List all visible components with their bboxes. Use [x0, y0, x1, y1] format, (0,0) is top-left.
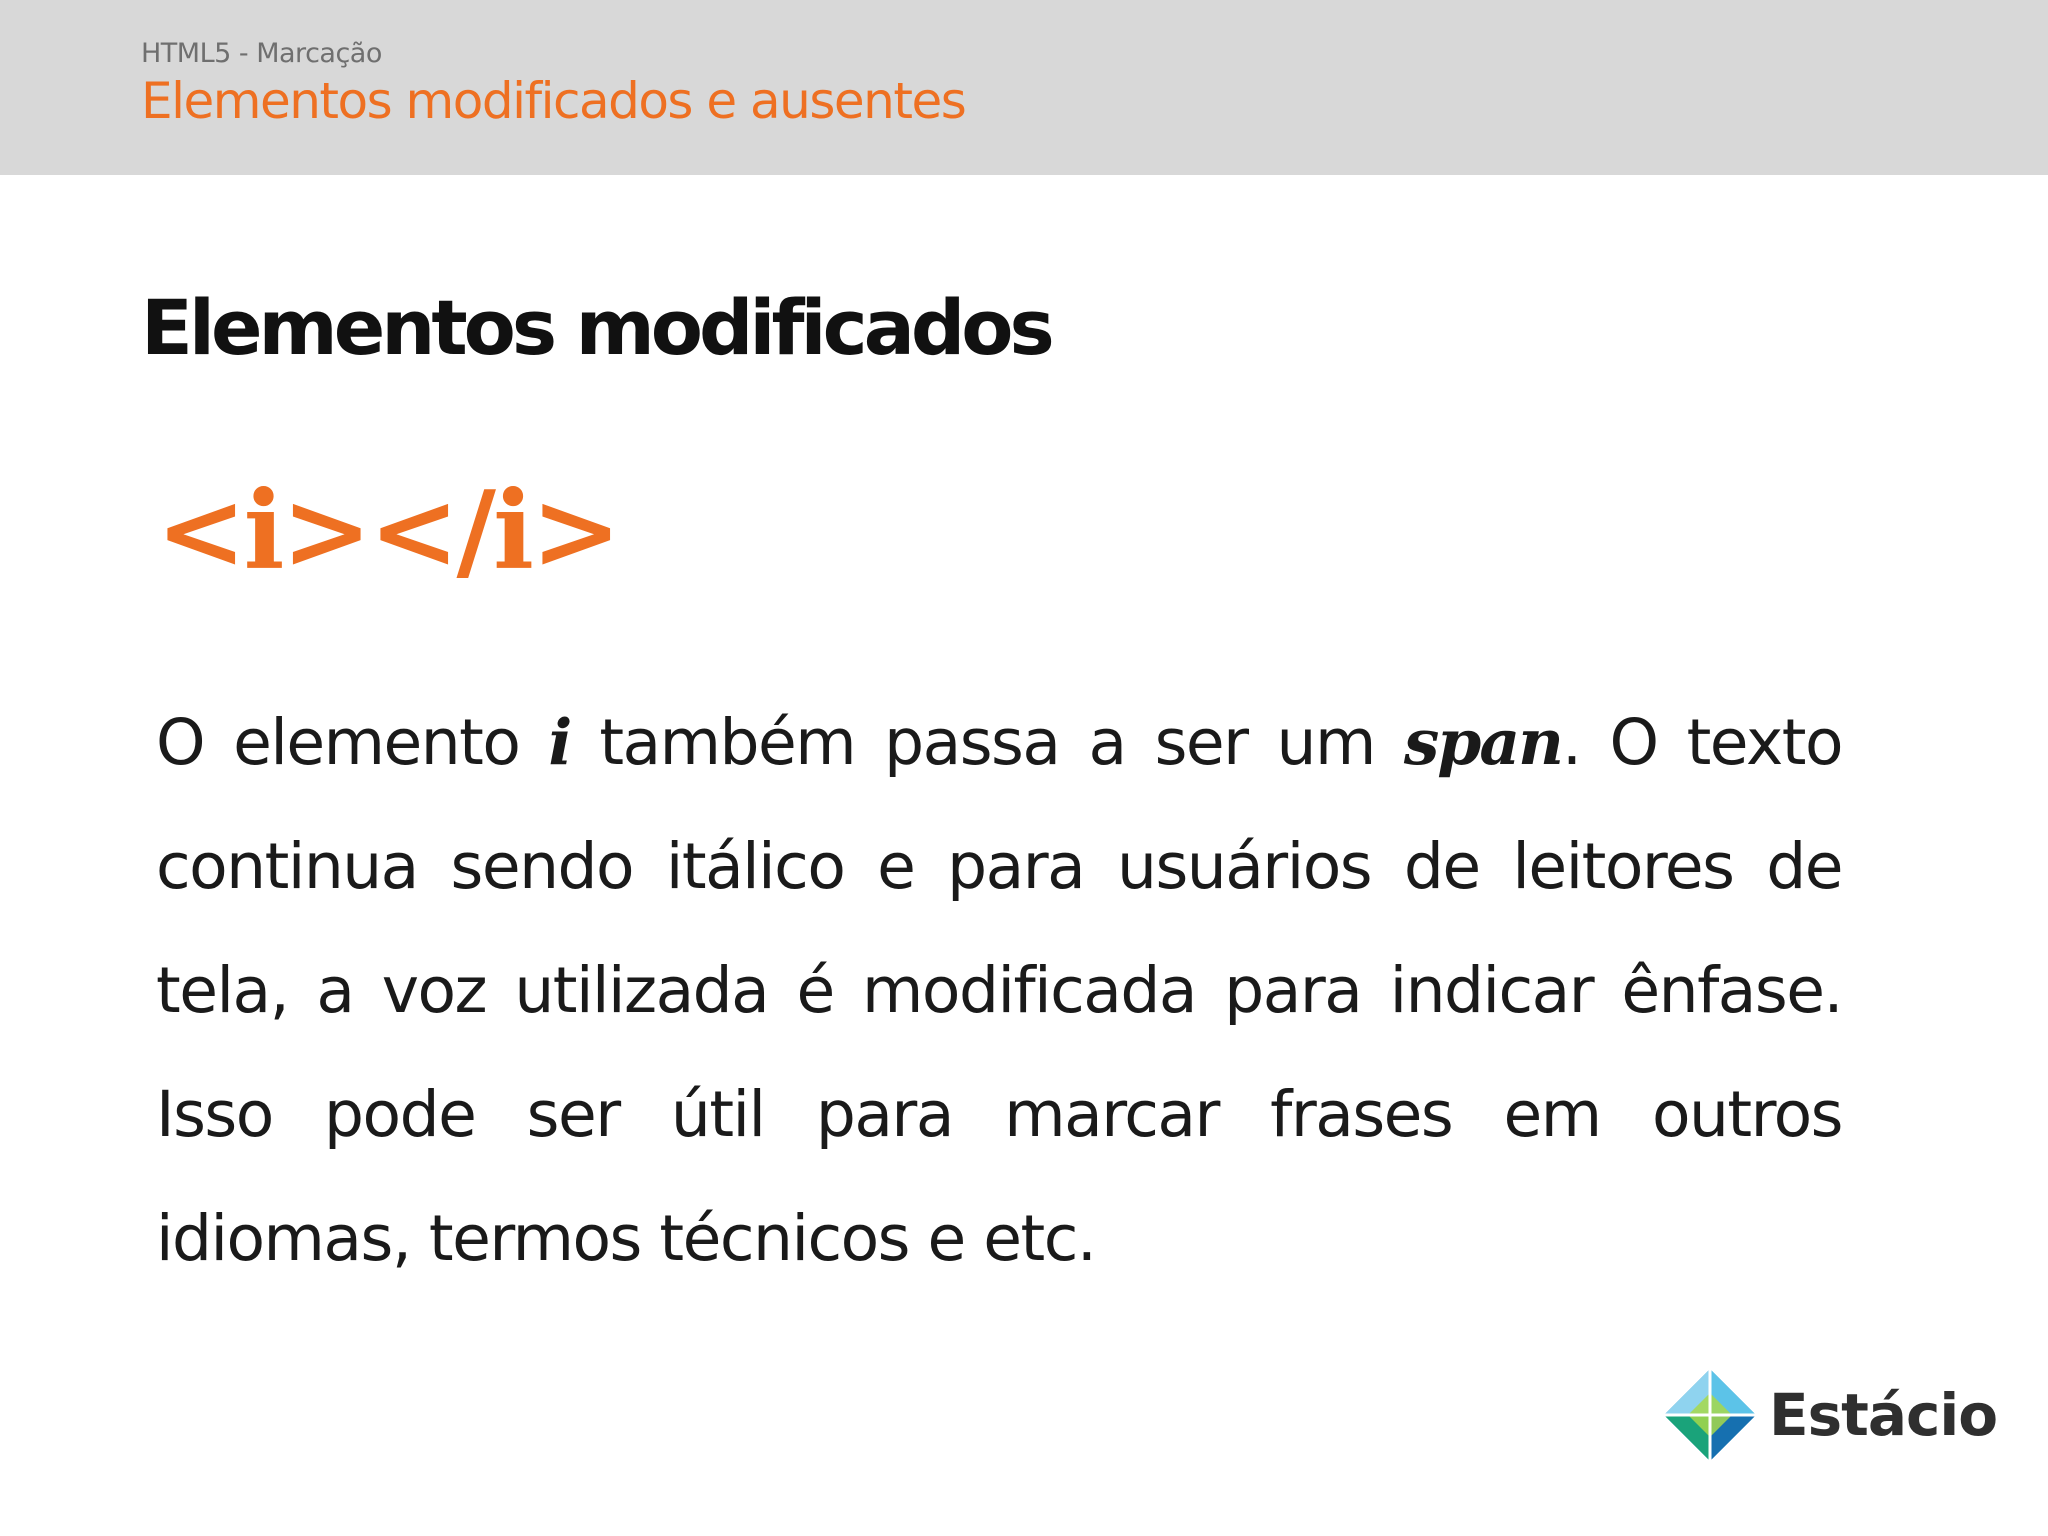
code-word-span: span	[1403, 705, 1562, 779]
body-text-segment: O elemento	[156, 706, 549, 779]
code-word-i: i	[548, 705, 571, 779]
body-text-segment: também passa a ser um	[570, 706, 1404, 779]
estacio-logo-text: Estácio	[1769, 1381, 1998, 1449]
header-title: Elementos modificados e ausentes	[141, 72, 966, 130]
section-title: Elementos modificados	[141, 283, 1051, 372]
estacio-logo	[1662, 1367, 1998, 1463]
header-band	[0, 0, 2048, 175]
body-text-segment: . O texto continua sendo itálico e para usuários de leitores de tela, a voz utilizada é modificada para indicar ênfase. Isso pode ser útil para marcar frases em outros idiomas, termos técnicos e etc.	[156, 706, 1842, 1275]
estacio-diamond-icon	[1662, 1367, 1758, 1463]
code-tag: <i></i>	[156, 468, 619, 594]
breadcrumb: HTML5 - Marcação	[141, 38, 382, 69]
body-paragraph	[156, 680, 1842, 1301]
